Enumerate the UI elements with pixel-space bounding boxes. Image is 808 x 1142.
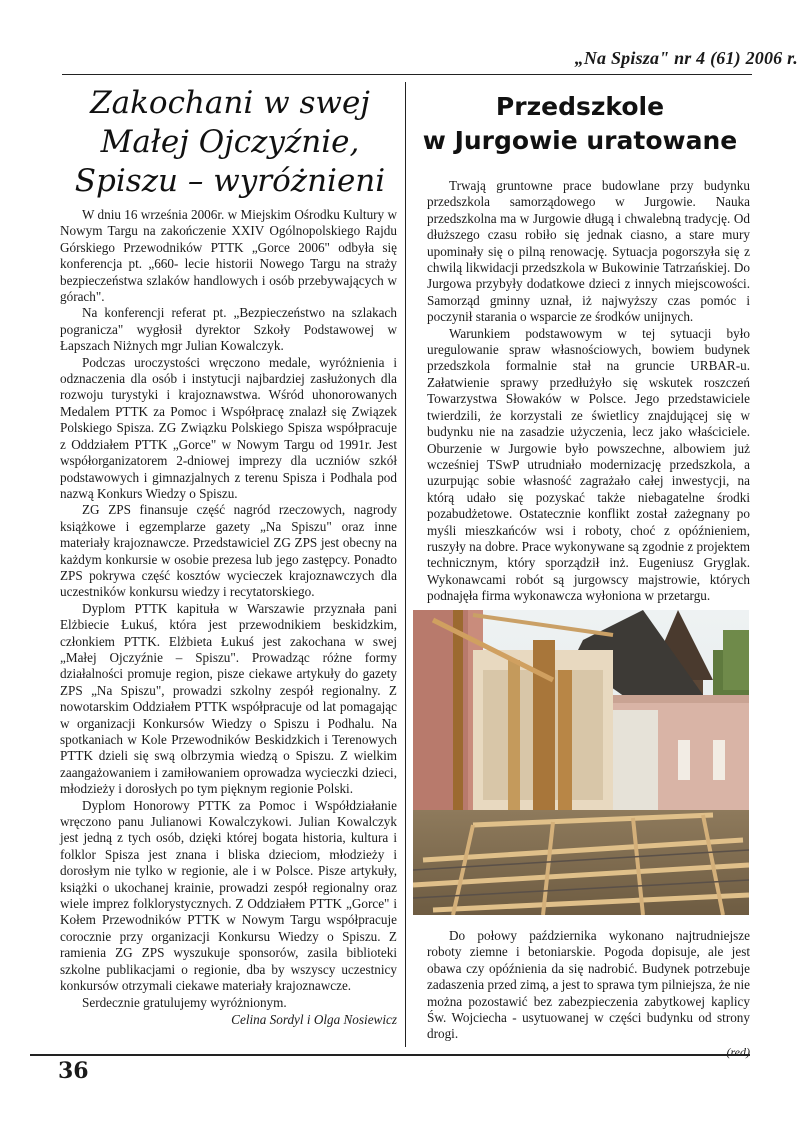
paragraph: Dyplom Honorowy PTTK za Pomoc i Współdziałanie wręczono panu Julianowi Kowalczykowi. Julian Kowalczyk jest jedną z tych osób, dzięki której bogata historia, kultura i folklor Spisza jest znana i bliska dzieciom, młodzieży i dorosłym nie tylko w regionie, ale i w Polsce. Pisze artykuły, książki o ukochanej krainie, prowadzi zespół regionalny oraz wiele imprez folklorystycznych. Z Oddziałem PTTK „Gorce" i Kołem Przewodników PTTK w Nowym Targu współpracuje corocznie przy organizacji Konkursu Wiedzy o Spiszu. Z ramienia ZG ZPS wyszukuje sponsorów, zasila biblioteki szkolne publikacjami o regionie, dba by wszyscy uczestnicy konkursów otrzymali ciekawe materiały krajoznawcze. [60, 797, 397, 994]
left-title-line: Spiszu – wyróżnieni [74, 163, 386, 199]
paragraph: ZG ZPS finansuje część nagród rzeczowych, nagrody książkowe i egzemplarze gazety „Na Spiszu" oraz inne materiały krajoznawcze. Przedstawiciel ZG ZPS jest obecny na każdym konkursie w osobie prezesa lub jego zastępcy. Ponadto ZPS pokrywa część kosztów wycieczek krajoznawczych dla uczestników konkursu wiedzy i recytatorskiego. [60, 502, 397, 600]
column-divider [405, 82, 406, 1047]
footer-rule [30, 1054, 750, 1056]
left-article-title [60, 84, 400, 201]
paragraph: Do połowy października wykonano najtrudniejsze roboty ziemne i betoniarskie. Pogoda dopisuje, ale jest obawa czy opóźnienia da się nadrobić. Budynek potrzebuje zadaszenia przed zimą, a jest to sprawa tym pilniejsza, że nie można pozostawić bez zabezpieczenia zabytkowej kaplicy Św. Wojciecha - usytuowanej w części budynku od strony drogi. [427, 928, 750, 1042]
paragraph: Serdecznie gratulujemy wyróżnionym. [82, 994, 287, 1010]
author-tag: (red) [726, 1044, 750, 1059]
header-rule [62, 74, 752, 75]
paragraph: Dyplom PTTK kapituła w Warszawie przyznała pani Elżbiecie Łukuś, która jest przewodnikiem beskidzkim, członkiem PTTK. Elżbieta Łukuś jest zakochana w swej „Małej Ojczyźnie – Spiszu". Prowadząc różne formy działalności promuje region, pisze ciekawe artykuły do gazety ZPS „Na Spiszu", prowadzi szkolny zespół regionalny. Z nowotarskim Oddziałem PTTK współpracuje od lat pomagając w organizacji Konkursów Wiedzy o Spiszu i Podhalu. Na spotkaniach w Kole Przewodników Beskidzkich i Terenowych PTTK dzieli się swą olbrzymia wiedzą o Spiszu. Z wielkim zaangażowaniem i zamiłowaniem oprowadza wycieczki dzieci, młodzieży i dorosłych po tym pięknym regionie Polski. [60, 600, 397, 797]
right-title-line: w Jurgowie uratowane [422, 126, 738, 155]
paragraph: Na konferencji referat pt. „Bezpieczeństwo na szlakach pogranicza" wygłosił dyrektor Szkoły Podstawowej w Łapszach Niżnych mgr Julian Kowalczyk. [60, 305, 397, 354]
right-article-title [410, 90, 750, 158]
left-title-line: Małej Ojczyźnie, [100, 124, 360, 160]
right-title-line: Przedszkole [495, 92, 665, 121]
left-article-body [60, 207, 397, 1028]
paragraph: W dniu 16 września 2006r. w Miejskim Ośrodku Kultury w Nowym Targu na zakończenie XXIV Ogólnopolskiego Rajdu Górskiego Przewodników PTTK „Gorce 2006" odbyła się konferencja pt. „660- lecie historii Nowego Targu na straży bezpieczeństwa szlaków handlowych i osób przebywających w górach". [60, 207, 397, 305]
article-signature: Celina Sordyl i Olga Nosiewicz [231, 1011, 397, 1027]
page-number: 36 [58, 1058, 89, 1084]
right-article-body-top [427, 178, 750, 605]
construction-site-photo [413, 610, 749, 915]
issue-header: „Na Spisza" nr 4 (61) 2006 r. [574, 48, 798, 68]
left-title-line: Zakochani w swej [90, 85, 370, 121]
paragraph: Podczas uroczystości wręczono medale, wyróżnienia i odznaczenia dla osób i instytucji najbardziej zasłużonych dla rozwoju turystyki i krajoznawstwa. Wśród uhonorowanych Medalem PTTK za Pomoc i Współpracę znalazł się Związek Polskiego Spisza. ZG Związku Polskiego Spisza współpracuje z Oddziałem PTTK „Gorce" w Nowym Targu od 1991r. Jest współorganizatorem 2-dniowej imprezy dla uczniów szkół podstawowych i gimnazjalnych z terenu Spisza i Podhala pod nazwą Konkurs Wiedzy o Spiszu. [60, 354, 397, 501]
paragraph: Warunkiem podstawowym w tej sytuacji było uregulowanie spraw własnościowych, bowiem budynek przedszkola formalnie stał na gruncie URBAR-u. Załatwienie sprawy przedłużyło się wskutek roszczeń Towarzystwa Słowaków w Polsce. Jego przedstawiciele twierdzili, że korzystali ze świetlicy znajdującej się w budynku nie na zasadzie użyczenia, lecz jako właściciele. Oburzenie w Jurgowie było powszechne, albowiem już wcześniej TSwP utrudniało modernizację przedszkola, a uzurpując sobie własność zagrażało całej inwestycji, na którą udało się pozyskać także niebagatelne środki pozabudżetowe. Ostatecznie konflikt został zażegnany po myśli mieszkańców wsi i roboty, choć z opóźnieniem, ruszyły na dobre. Prace wykonywane są zgodnie z projektem technicznym, który sporządził inż. Eugeniusz Gryglak. Wykonawcami robót są jurgowscy majstrowie, których podnajęła firma wykonawcza wyłoniona w przetargu. [427, 325, 750, 604]
right-article-body-bottom [427, 928, 750, 1060]
paragraph: Trwają gruntowne prace budowlane przy budynku przedszkola samorządowego w Jurgowie. Nauka przedszkolna ma w Jurgowie długą i chwalebną tradycję. Od dłuższego czasu robiło się jednak ciasno, a stare mury upominały się o pilną renowację. Sytuacja pogorszyła się z chwilą likwidacji przedszkola w Bukowinie Tatrzańskiej. Do Jurgowa przybyły dodatkowe dzieci z innych miejscowości. Samorząd gminny uznał, iż najwyższy czas pomóc i poczynił starania o wsparcie ze środków unijnych. [427, 178, 750, 325]
